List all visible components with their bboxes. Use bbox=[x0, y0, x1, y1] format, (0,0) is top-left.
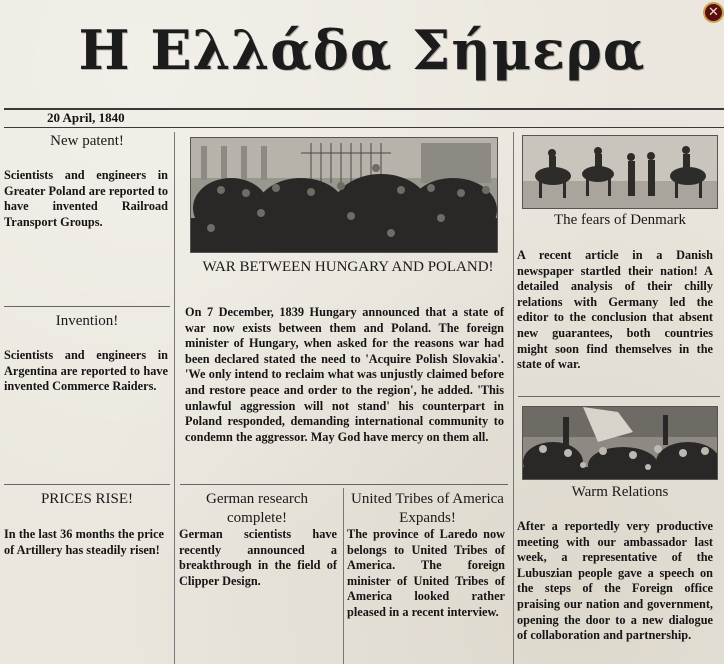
center-bottom-right-body: The province of Laredo now belongs to United Tribes of America. The foreign minister of United Tribes of America looked rather pleased in a recent interview. bbox=[347, 527, 505, 619]
left-article-2-headline: Invention! bbox=[55, 313, 119, 329]
left-article-1-body: Scientists and engineers in Greater Poland are reported to have invented Railroad Transport Groups. bbox=[4, 168, 168, 229]
left-separator-2 bbox=[4, 484, 170, 485]
war-photo bbox=[190, 137, 498, 253]
left-article-3-body: In the last 36 months the price of Artillery has steadily risen! bbox=[4, 527, 164, 557]
center-bottom-right-headline: United Tribes of America Expands! bbox=[351, 491, 504, 526]
left-article-1-headline: New patent! bbox=[50, 133, 124, 149]
issue-date: 20 April, 1840 bbox=[47, 110, 125, 125]
right-article-1-body: A recent article in a Danish newspaper startled their nation! A detailed analysis of their chilly relations with Germany led the editor to the conclusion that absent new guarantees, both countries might soon find themselves in the state of war. bbox=[517, 248, 713, 372]
center-bottom-divider bbox=[343, 488, 344, 664]
center-main-body: On 7 December, 1839 Hungary announced that a state of war now exists between them and Poland. The foreign minister of Hungary, when asked for the reasons war had been declared stated the need to 'Acquire Polish Slovakia'. 'We only intend to reclaim what was unjustly claimed before and restore peace and order to the region', he added. 'This unlawful aggression will not stand' his counterpart in Poland responded, demanding international community to condemn the aggressor. May God have mercy on them all. bbox=[185, 305, 504, 444]
right-article-2-body: After a reportedly very productive meeting with our ambassador last week, a representative of the Lubuszian people gave a speech on the steps of the Foreign office praising our nation and government, opening the door to a new dialogue of collaboration and partnership. bbox=[517, 519, 713, 643]
right-separator bbox=[518, 396, 720, 397]
column-divider-right bbox=[513, 132, 514, 664]
left-article-3-headline: PRICES RISE! bbox=[40, 491, 134, 507]
center-main-headline: WAR BETWEEN HUNGARY AND POLAND! bbox=[202, 259, 494, 275]
warm-relations-photo bbox=[522, 406, 718, 480]
left-separator-1 bbox=[4, 306, 170, 307]
masthead-rule-bottom bbox=[4, 127, 724, 128]
center-bottom-left-headline: German research complete! bbox=[205, 491, 309, 526]
center-bottom-left-body: German scientists have recently announced a breakthrough in the field of Clipper Design. bbox=[179, 527, 337, 588]
denmark-photo bbox=[522, 135, 718, 209]
left-article-2-body: Scientists and engineers in Argentina are reported to have invented Commerce Raiders. bbox=[4, 348, 168, 394]
close-icon[interactable]: ✕ bbox=[703, 2, 724, 23]
center-separator bbox=[180, 484, 508, 485]
right-article-1-headline: The fears of Denmark bbox=[553, 212, 687, 228]
right-article-2-headline: Warm Relations bbox=[571, 484, 669, 500]
masthead-title: Η Ελλάδα Σήμερα bbox=[78, 18, 646, 82]
column-divider-left bbox=[174, 132, 175, 664]
